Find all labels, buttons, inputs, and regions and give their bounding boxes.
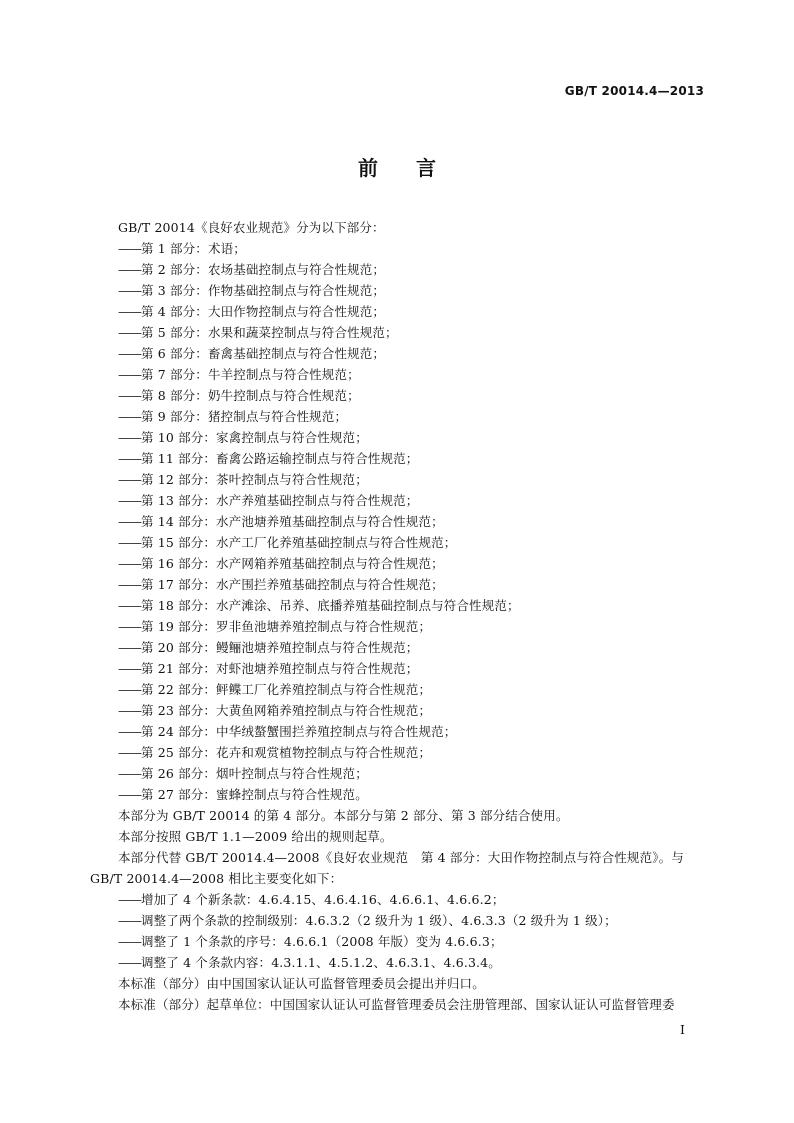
part-list-item (118, 577, 444, 593)
list-item-text: 第 18 部分：水产滩涂、吊养、底播养殖基础控制点与符合性规范； (141, 598, 520, 613)
list-item-text: 第 9 部分：猪控制点与符合性规范； (141, 409, 348, 424)
part-list-item (118, 514, 444, 530)
part-list-item (118, 241, 246, 257)
list-item-text: 第 11 部分：畜禽公路运输控制点与符合性规范； (141, 451, 419, 466)
list-dash: —— (118, 745, 141, 760)
part-list-item (118, 283, 385, 299)
list-dash: —— (118, 766, 141, 781)
part-list-item (118, 451, 418, 467)
list-item-text: 第 4 部分：大田作物控制点与符合性规范； (141, 304, 386, 319)
list-dash: —— (118, 640, 141, 655)
list-item-text: 第 17 部分：水产围拦养殖基础控制点与符合性规范； (141, 577, 444, 592)
part-list-item (118, 493, 418, 509)
list-item-text: 第 20 部分：鳗鲡池塘养殖控制点与符合性规范； (141, 640, 419, 655)
list-item-text: 第 21 部分：对虾池塘养殖控制点与符合性规范； (141, 661, 419, 676)
part-list-item (118, 598, 520, 614)
part-list-item (118, 724, 456, 740)
list-item-text: 第 8 部分：奶牛控制点与符合性规范； (141, 388, 360, 403)
list-dash: —— (118, 367, 141, 382)
rule-statement: 本部分按照 GB/T 1.1—2009 给出的规则起草。 (118, 829, 393, 844)
part-list-item (118, 388, 360, 404)
list-dash: —— (118, 661, 141, 676)
list-dash: —— (118, 682, 141, 697)
proposer-statement: 本标准（部分）由中国国家认证认可监督管理委员会提出并归口。 (118, 976, 485, 991)
part-list-item (118, 409, 347, 425)
part-list-item (118, 787, 368, 803)
part-list-item (118, 619, 431, 635)
list-item-text: 第 25 部分：花卉和观赏植物控制点与符合性规范； (141, 745, 432, 760)
change-list-item (118, 892, 504, 908)
list-item-text: 第 12 部分：茶叶控制点与符合性规范； (141, 472, 368, 487)
list-item-text: 第 5 部分：水果和蔬菜控制点与符合性规范； (141, 325, 398, 340)
list-dash: —— (118, 577, 141, 592)
list-item-text: 调整了 4 个条款内容：4.3.1.1、4.5.1.2、4.6.3.1、4.6.3.4。 (141, 955, 501, 970)
list-dash: —— (118, 472, 141, 487)
list-item-text: 第 7 部分：牛羊控制点与符合性规范； (141, 367, 360, 382)
list-dash: —— (118, 409, 141, 424)
list-dash: —— (118, 283, 141, 298)
list-dash: —— (118, 955, 141, 970)
title-char-1: 前 (358, 156, 378, 180)
list-dash: —— (118, 388, 141, 403)
list-dash: —— (118, 451, 141, 466)
page-title (0, 152, 794, 181)
part-list-item (118, 703, 431, 719)
list-item-text: 第 2 部分：农场基础控制点与符合性规范； (141, 262, 386, 277)
replace-statement-line-1: 本部分代替 GB/T 20014.4—2008《良好农业规范 第 4 部分：大田作物控制点与符合性规范》。与 (118, 850, 684, 865)
part-list-item (118, 661, 418, 677)
change-list-item (118, 934, 503, 950)
list-item-text: 第 14 部分：水产池塘养殖基础控制点与符合性规范； (141, 514, 444, 529)
list-item-text: 第 3 部分：作物基础控制点与符合性规范； (141, 283, 386, 298)
change-list-item (118, 955, 501, 971)
list-dash: —— (118, 787, 141, 802)
replace-statement-line-2: GB/T 20014.4—2008 相比主要变化如下： (90, 871, 343, 886)
list-item-text: 第 24 部分：中华绒螯蟹围拦养殖控制点与符合性规范； (141, 724, 457, 739)
list-dash: —— (118, 892, 141, 907)
list-dash: —— (118, 241, 141, 256)
list-dash: —— (118, 346, 141, 361)
list-item-text: 第 23 部分：大黄鱼网箱养殖控制点与符合性规范； (141, 703, 432, 718)
list-item-text: 第 1 部分：术语； (141, 241, 246, 256)
list-dash: —— (118, 514, 141, 529)
list-item-text: 第 22 部分：鲆鲽工厂化养殖控制点与符合性规范； (141, 682, 432, 697)
page-number: I (680, 1022, 685, 1037)
list-item-text: 第 13 部分：水产养殖基础控制点与符合性规范； (141, 493, 419, 508)
standard-code: GB/T 20014.4—2013 (564, 84, 704, 98)
part-statement: 本部分为 GB/T 20014 的第 4 部分。本部分与第 2 部分、第 3 部分结合使用。 (118, 808, 569, 823)
list-item-text: 第 6 部分：畜禽基础控制点与符合性规范； (141, 346, 386, 361)
list-dash: —— (118, 619, 141, 634)
list-dash: —— (118, 325, 141, 340)
list-dash: —— (118, 430, 141, 445)
list-dash: —— (118, 304, 141, 319)
part-list-item (118, 325, 398, 341)
list-item-text: 第 27 部分：蜜蜂控制点与符合性规范。 (141, 787, 368, 802)
part-list-item (118, 766, 368, 782)
list-dash: —— (118, 598, 141, 613)
list-item-text: 第 10 部分：家禽控制点与符合性规范； (141, 430, 368, 445)
list-dash: —— (118, 535, 141, 550)
part-list-item (118, 472, 368, 488)
list-item-text: 第 15 部分：水产工厂化养殖基础控制点与符合性规范； (141, 535, 457, 550)
part-list-item (118, 745, 431, 761)
list-dash: —— (118, 913, 141, 928)
list-dash: —— (118, 556, 141, 571)
list-dash: —— (118, 703, 141, 718)
title-char-2: 言 (416, 156, 436, 180)
list-item-text: 调整了 1 个条款的序号：4.6.6.1（2008 年版）变为 4.6.6.3； (141, 934, 503, 949)
change-list-item (118, 913, 617, 929)
part-list-item (118, 556, 444, 572)
part-list-item (118, 304, 385, 320)
list-item-text: 第 19 部分：罗非鱼池塘养殖控制点与符合性规范； (141, 619, 432, 634)
list-dash: —— (118, 262, 141, 277)
intro-paragraph: GB/T 20014《良好农业规范》分为以下部分： (118, 220, 385, 235)
list-dash: —— (118, 493, 141, 508)
part-list-item (118, 346, 385, 362)
part-list-item (118, 367, 360, 383)
part-list-item (118, 535, 456, 551)
list-dash: —— (118, 724, 141, 739)
drafter-statement: 本标准（部分）起草单位：中国国家认证认可监督管理委员会注册管理部、国家认证认可监督管理委 (118, 997, 675, 1012)
part-list-item (118, 262, 385, 278)
list-item-text: 第 16 部分：水产网箱养殖基础控制点与符合性规范； (141, 556, 444, 571)
part-list-item (118, 430, 368, 446)
list-item-text: 调整了两个条款的控制级别：4.6.3.2（2 级升为 1 级）、4.6.3.3（2 级升为 1 级）； (141, 913, 617, 928)
list-item-text: 第 26 部分：烟叶控制点与符合性规范； (141, 766, 368, 781)
list-dash: —— (118, 934, 141, 949)
part-list-item (118, 682, 431, 698)
list-item-text: 增加了 4 个新条款：4.6.4.15、4.6.4.16、4.6.6.1、4.6.6.2； (141, 892, 505, 907)
part-list-item (118, 640, 418, 656)
